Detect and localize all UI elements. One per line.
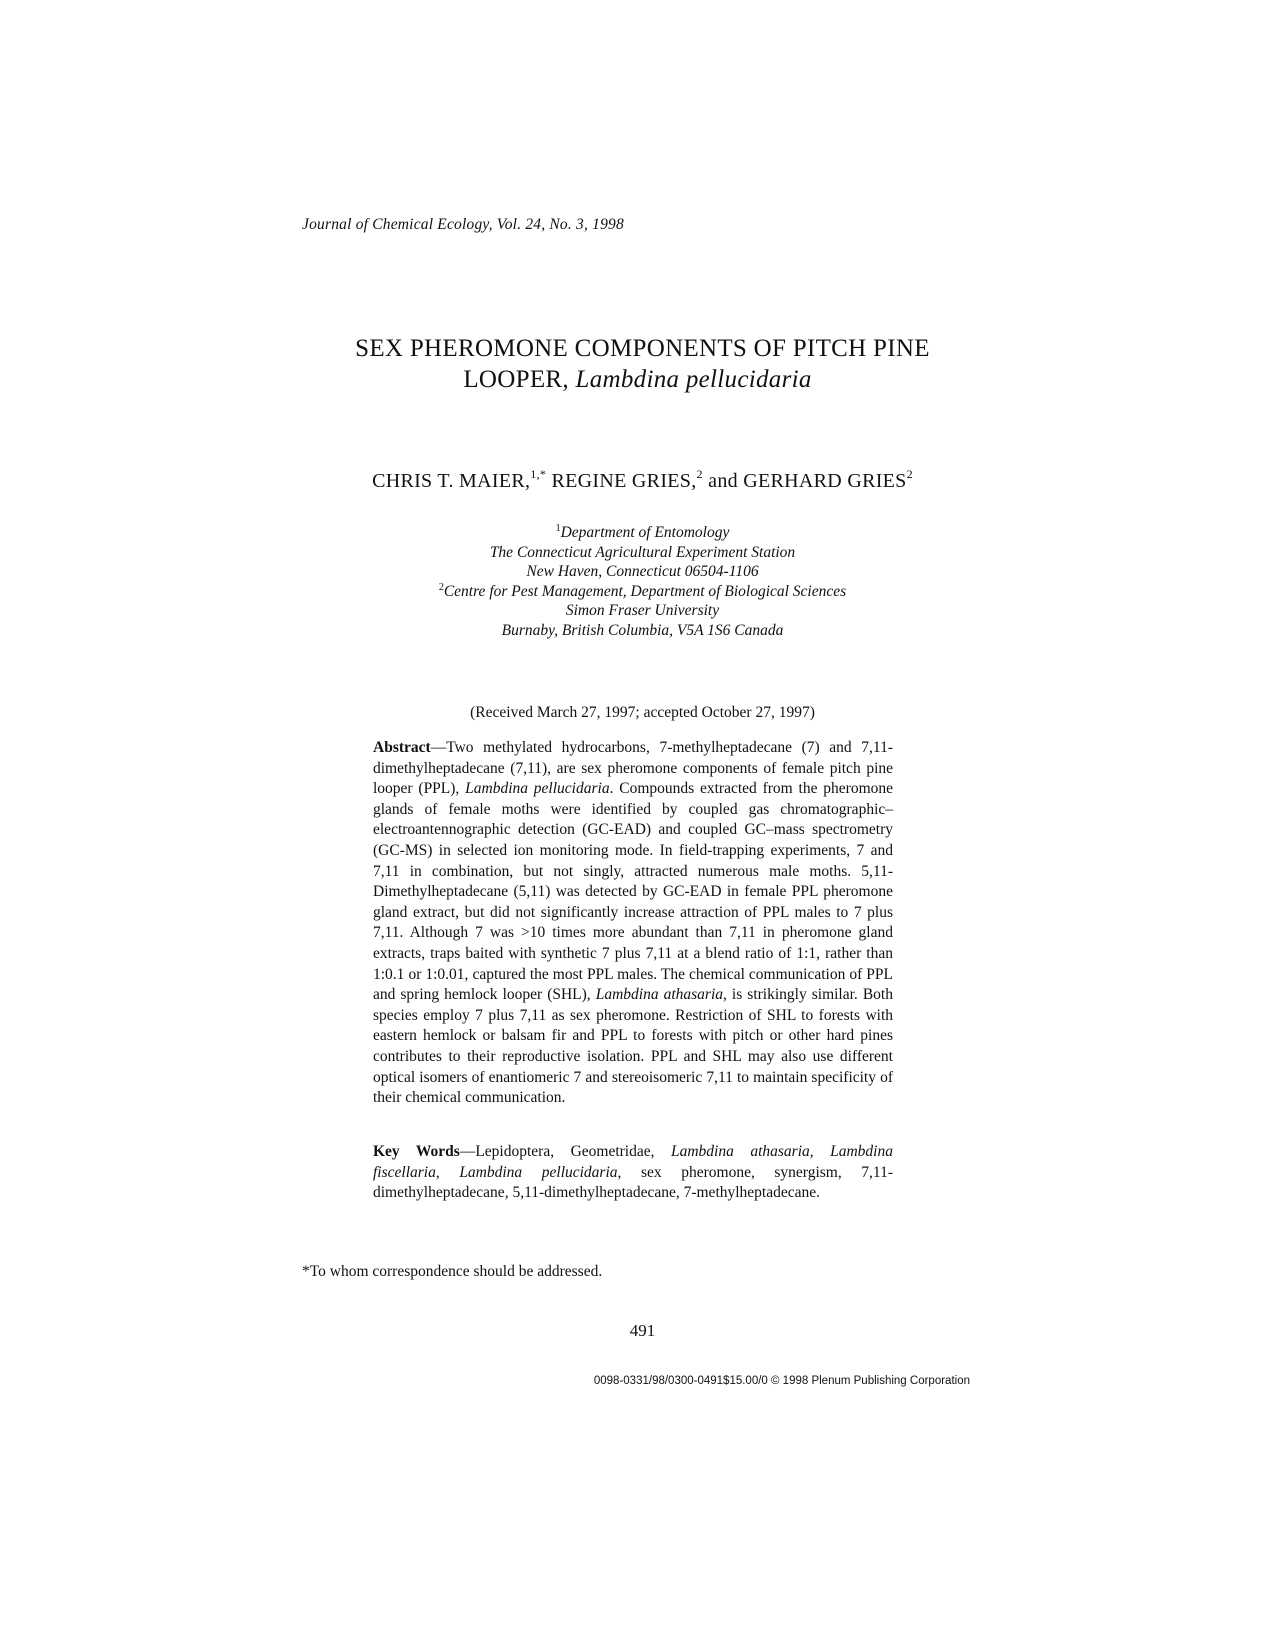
- affiliation-text: Department of Entomology: [560, 524, 730, 541]
- correspondence-footnote: *To whom correspondence should be addressed.: [302, 1263, 603, 1280]
- copyright-line: 0098-0331/98/0300-0491$15.00/0 © 1998 Plenum Publishing Corporation: [593, 1375, 970, 1387]
- author-connector: and: [708, 470, 738, 492]
- keyword-species: Lambdina athasaria: [670, 1143, 810, 1160]
- abstract-text: , is strikingly similar. Both species employ 7 plus 7,11 as sex pheromone. Restriction of SHL to forests with eastern hemlock or balsam fir and PPL to forests with pitch or other hard pines contributes to their reproductive isolation. PPL and SHL may also use different optical isomers of enantiomeric 7 and stereoisomeric 7,11 to maintain specificity of their chemical communication.: [373, 986, 893, 1107]
- affiliation-line: The Connecticut Agricultural Experiment Station: [489, 543, 796, 561]
- author-name: CHRIS T. MAIER,: [372, 470, 531, 492]
- author-affil-mark: 2: [906, 467, 913, 481]
- keyword-species: Lambdina fiscellaria: [373, 1143, 893, 1181]
- title-species: Lambdina pellucidaria: [575, 366, 812, 393]
- title-line-2: [0, 364, 1275, 395]
- key-words: [373, 1142, 893, 1204]
- author-name: REGINE GRIES,: [551, 470, 697, 492]
- page-number: 491: [629, 1321, 656, 1340]
- author-list: [0, 467, 1275, 493]
- affiliation-line: [10, 523, 1275, 543]
- affiliation-line: Burnaby, British Columbia, V5A 1S6 Canada: [501, 621, 784, 639]
- affiliation-text: Centre for Pest Management, Department of Biological Sciences: [443, 582, 847, 600]
- abstract-species: Lambdina pellucidaria: [465, 780, 610, 798]
- affiliation-line: [10, 582, 1275, 602]
- affiliation-line: Simon Fraser University: [565, 602, 720, 620]
- keywords-text: , sex pheromone, synergism, 7,11-dimethylheptadecane, 5,11-dimethylheptadecane, 7-methylheptadecane.: [373, 1163, 893, 1202]
- abstract-label: Abstract: [373, 739, 431, 756]
- affiliation-mark: 1: [555, 523, 561, 534]
- abstract-text: . Compounds extracted from the pheromone glands of female moths were identified by coupled gas chromatographic–electroantennographic detection (GC-EAD) and coupled GC–mass spectrometry (GC-MS) in selected ion monitoring mode. In field-trapping experiments, 7 and 7,11 in combination, but not singly, attracted numerous male moths. 5,11-Dimethylheptadecane (5,11) was detected by GC-EAD in female PPL pheromone gland extract, but did not significantly increase attraction of PPL males to 7 plus 7,11. Although 7 was >10 times more abundant than 7,11 in pheromone gland extracts, traps baited with synthetic 7 plus 7,11 at a blend ratio of 1:1, rather than 1:0.1 or 1:0.01, captured the most PPL males. The chemical communication of PPL and spring hemlock looper (SHL),: [373, 780, 893, 1004]
- author-affil-mark: 2: [696, 467, 703, 481]
- abstract: [373, 738, 893, 1109]
- affiliations: [0, 523, 1275, 641]
- author-name: GERHARD GRIES: [743, 470, 907, 492]
- keywords-text: ,: [809, 1143, 831, 1160]
- abstract-text: —Two methylated hydrocarbons, 7-methylheptadecane (7) and 7,11-dimethylheptadecane (7,11), are sex pheromone components of female pitch pine looper (PPL),: [373, 739, 893, 798]
- title-line-1: SEX PHEROMONE COMPONENTS OF PITCH PINE: [355, 335, 930, 362]
- affiliation-mark: 2: [438, 581, 444, 593]
- keywords-text: —Lepidoptera, Geometridae,: [459, 1143, 671, 1160]
- author-affil-mark: 1,*: [530, 467, 547, 481]
- journal-citation: Journal of Chemical Ecology, Vol. 24, No. 3, 1998: [302, 216, 624, 233]
- keyword-species: Lambdina pellucidaria: [459, 1163, 618, 1181]
- keywords-label: Key Words: [373, 1143, 460, 1160]
- title-prefix: LOOPER,: [463, 366, 576, 393]
- paper-title: [0, 333, 1275, 395]
- keywords-text: ,: [435, 1163, 460, 1181]
- received-dates: (Received March 27, 1997; accepted October 27, 1997): [470, 704, 815, 721]
- affiliation-line: New Haven, Connecticut 06504-1106: [526, 563, 759, 581]
- abstract-species: Lambdina athasaria: [595, 986, 724, 1004]
